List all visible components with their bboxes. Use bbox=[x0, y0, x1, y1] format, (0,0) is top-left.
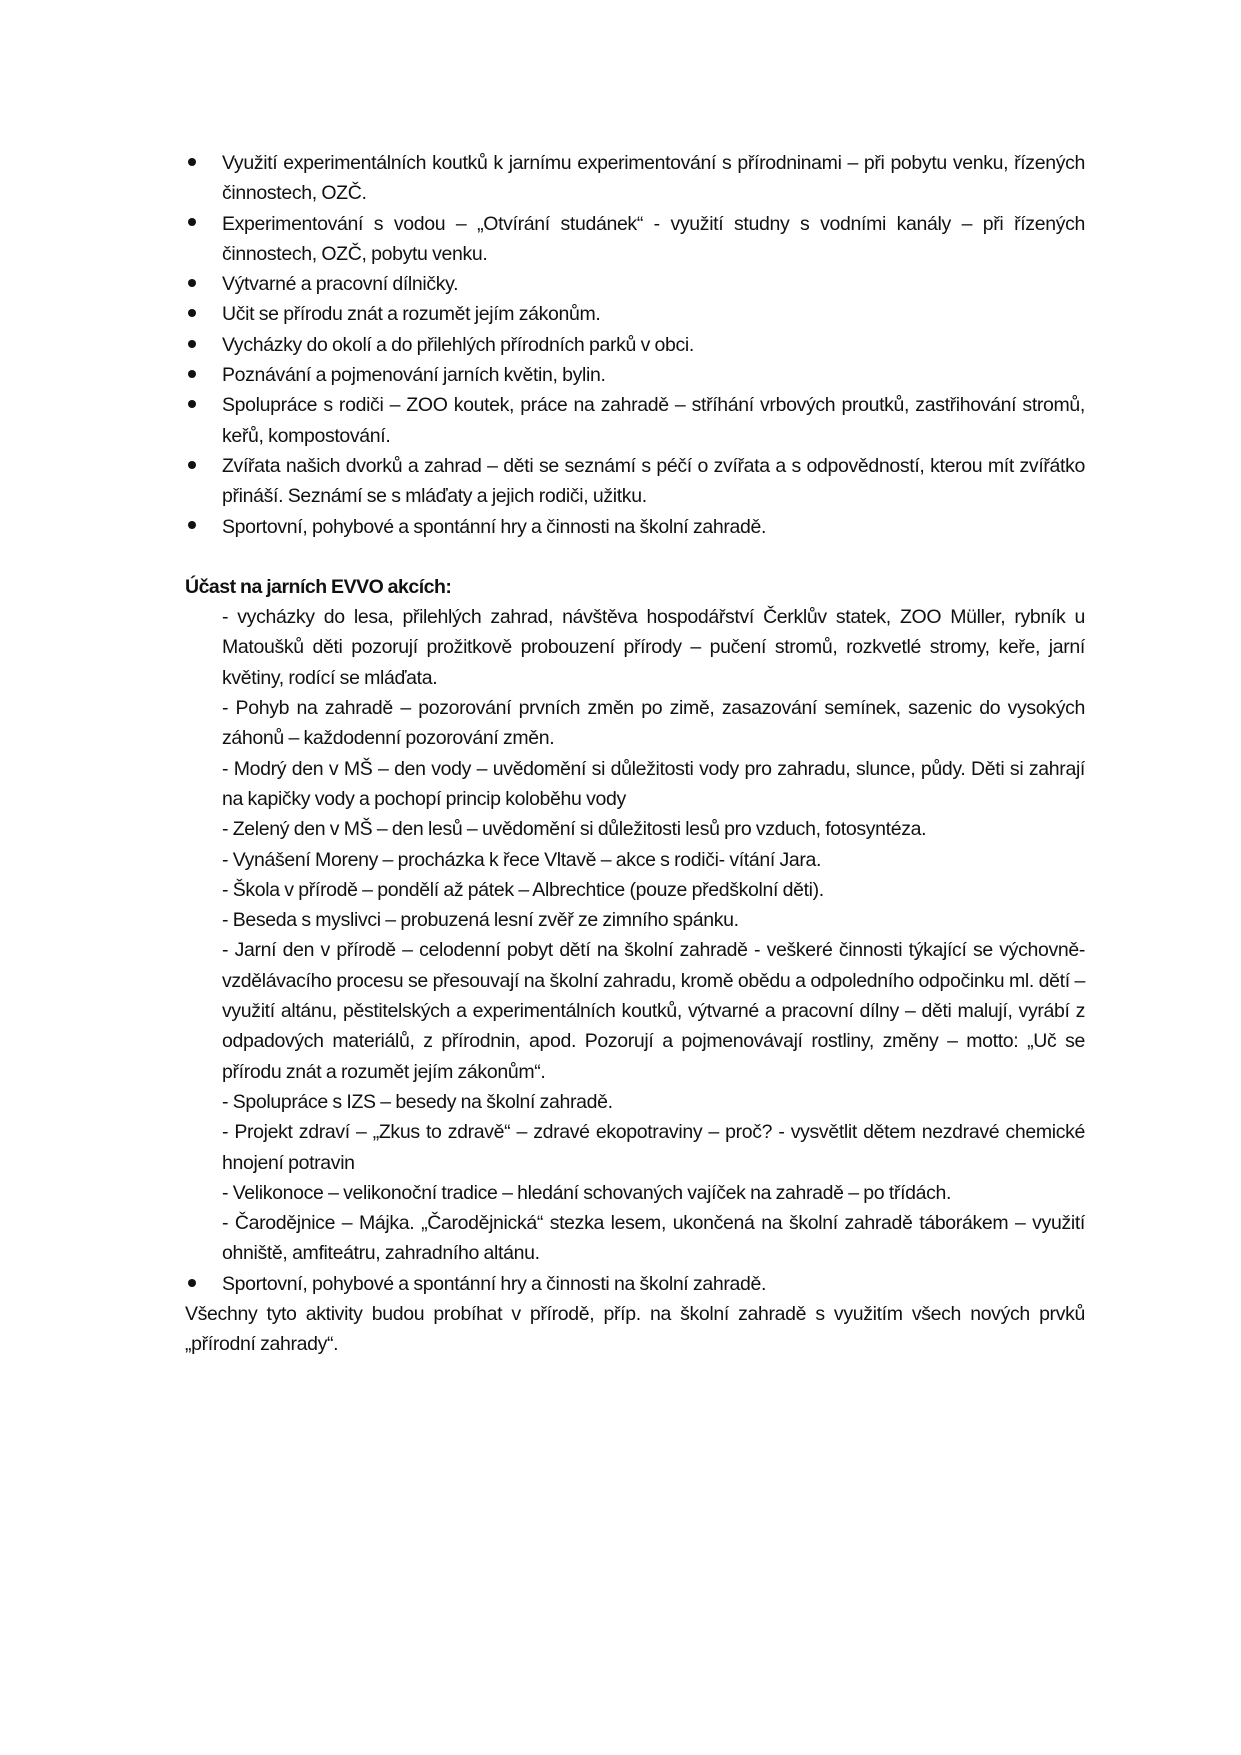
event-item: - Čarodějnice – Májka. „Čarodějnická“ stezka lesem, ukončená na školní zahradě táborákem – využití ohniště, amfiteátru, zahradního altánu. bbox=[222, 1212, 1085, 1265]
event-item: - Škola v přírodě – pondělí až pátek – Albrechtice (pouze předškolní děti). bbox=[222, 878, 824, 901]
list-item-text: Poznávání a pojmenování jarních květin, bylin. bbox=[222, 364, 606, 387]
final-bullet-list bbox=[185, 1269, 1085, 1299]
event-item: - Jarní den v přírodě – celodenní pobyt dětí na školní zahradě - veškeré činnosti týkající se výchovně-vzdělávacího procesu se přesouvají na školní zahradu, kromě obědu a odpoledního odpočinku ml. dětí – využití altánu, pěstitelských a experimentálních koutků, výtvarné a pracovní dílny – děti malují, vyrábí z odpadových materiálů, z přírodnin, apod. Pozorují a pojmenovávají rostliny, změny – motto: „Uč se přírodu znát a rozumět jejím zákonům“. bbox=[222, 939, 1085, 1083]
bullet-icon bbox=[188, 330, 198, 360]
list-item bbox=[185, 390, 1085, 451]
list-item-text: Výtvarné a pracovní dílničky. bbox=[222, 273, 459, 296]
event-item: - Projekt zdraví – „Zkus to zdravě“ – zdravé ekopotraviny – proč? - vysvětlit dětem nezdravé chemické hnojení potravin bbox=[222, 1121, 1085, 1174]
bullet-icon bbox=[188, 269, 198, 299]
event-item: - Beseda s myslivci – probuzená lesní zvěř ze zimního spánku. bbox=[222, 909, 739, 932]
list-item bbox=[185, 269, 1085, 299]
list-item-text: Sportovní, pohybové a spontánní hry a činnosti na školní zahradě. bbox=[222, 515, 767, 538]
closing-paragraph: Všechny tyto aktivity budou probíhat v přírodě, příp. na školní zahradě s využitím všech nových prvků „přírodní zahrady“. bbox=[185, 1302, 1085, 1356]
event-item: - Vynášení Moreny – procházka k řece Vltavě – akce s rodiči- vítání Jara. bbox=[222, 848, 822, 871]
list-item bbox=[185, 299, 1085, 329]
list-item-text: Učit se přírodu znát a rozumět jejím zákonům. bbox=[222, 303, 601, 326]
bullet-icon bbox=[188, 1269, 198, 1299]
document-page bbox=[185, 148, 1085, 1360]
bullet-icon bbox=[188, 390, 198, 420]
bullet-icon bbox=[188, 512, 198, 542]
event-item: - vycházky do lesa, přilehlých zahrad, návštěva hospodářství Čerklův statek, ZOO Müller, rybník u Matoušků děti pozorují prožitkově probouzení přírody – pučení stromů, rozkvetlé stromy, keře, jarní květiny, rodící se mláďata. bbox=[222, 606, 1085, 689]
list-item bbox=[185, 1269, 1085, 1299]
list-item bbox=[185, 512, 1085, 542]
list-item-text: Využití experimentálních koutků k jarnímu experimentování s přírodninami – při pobytu venku, řízených činnostech, OZČ. bbox=[222, 152, 1085, 205]
event-item: - Pohyb na zahradě – pozorování prvních změn po zimě, zasazování semínek, sazenic do vysokých záhonů – každodenní pozorování změn. bbox=[222, 697, 1085, 750]
event-item: - Zelený den v MŠ – den lesů – uvědomění si důležitosti lesů pro vzduch, fotosyntéza. bbox=[222, 818, 927, 841]
bullet-icon bbox=[188, 299, 198, 329]
list-item bbox=[185, 360, 1085, 390]
bullet-icon bbox=[188, 360, 198, 390]
list-item-text: Experimentování s vodou – „Otvírání studánek“ - využití studny s vodními kanály – při řízených činnostech, OZČ, pobytu venku. bbox=[222, 212, 1085, 265]
list-item-text: Zvířata našich dvorků a zahrad – děti se seznámí s péčí o zvířata a s odpovědností, kterou mít zvířátko přináší. Seznámí se s mláďaty a jejich rodiči, užitku. bbox=[222, 454, 1085, 508]
events-list bbox=[185, 602, 1085, 1269]
list-item bbox=[185, 330, 1085, 360]
list-item bbox=[185, 209, 1085, 270]
bullet-icon bbox=[188, 451, 198, 481]
event-item: - Velikonoce – velikonoční tradice – hledání schovaných vajíček na zahradě – po třídách. bbox=[222, 1181, 952, 1204]
spacer bbox=[185, 542, 1085, 572]
list-item-text: Spolupráce s rodiči – ZOO koutek, práce na zahradě – stříhání vrbových proutků, zastřihování stromů, keřů, kompostování. bbox=[222, 394, 1085, 447]
section-heading: Účast na jarních EVVO akcích: bbox=[185, 575, 452, 598]
intro-bullet-list bbox=[185, 148, 1085, 542]
bullet-icon bbox=[188, 148, 198, 178]
list-item bbox=[185, 451, 1085, 512]
bullet-icon bbox=[188, 209, 198, 239]
list-item-text: Vycházky do okolí a do přilehlých přírodních parků v obci. bbox=[222, 333, 694, 356]
list-item-text: Sportovní, pohybové a spontánní hry a činnosti na školní zahradě. bbox=[222, 1272, 767, 1295]
list-item bbox=[185, 148, 1085, 209]
event-item: - Modrý den v MŠ – den vody – uvědomění si důležitosti vody pro zahradu, slunce, půdy. Děti si zahrají na kapičky vody a pochopí princip koloběhu vody bbox=[222, 757, 1085, 810]
event-item: - Spolupráce s IZS – besedy na školní zahradě. bbox=[222, 1090, 613, 1113]
